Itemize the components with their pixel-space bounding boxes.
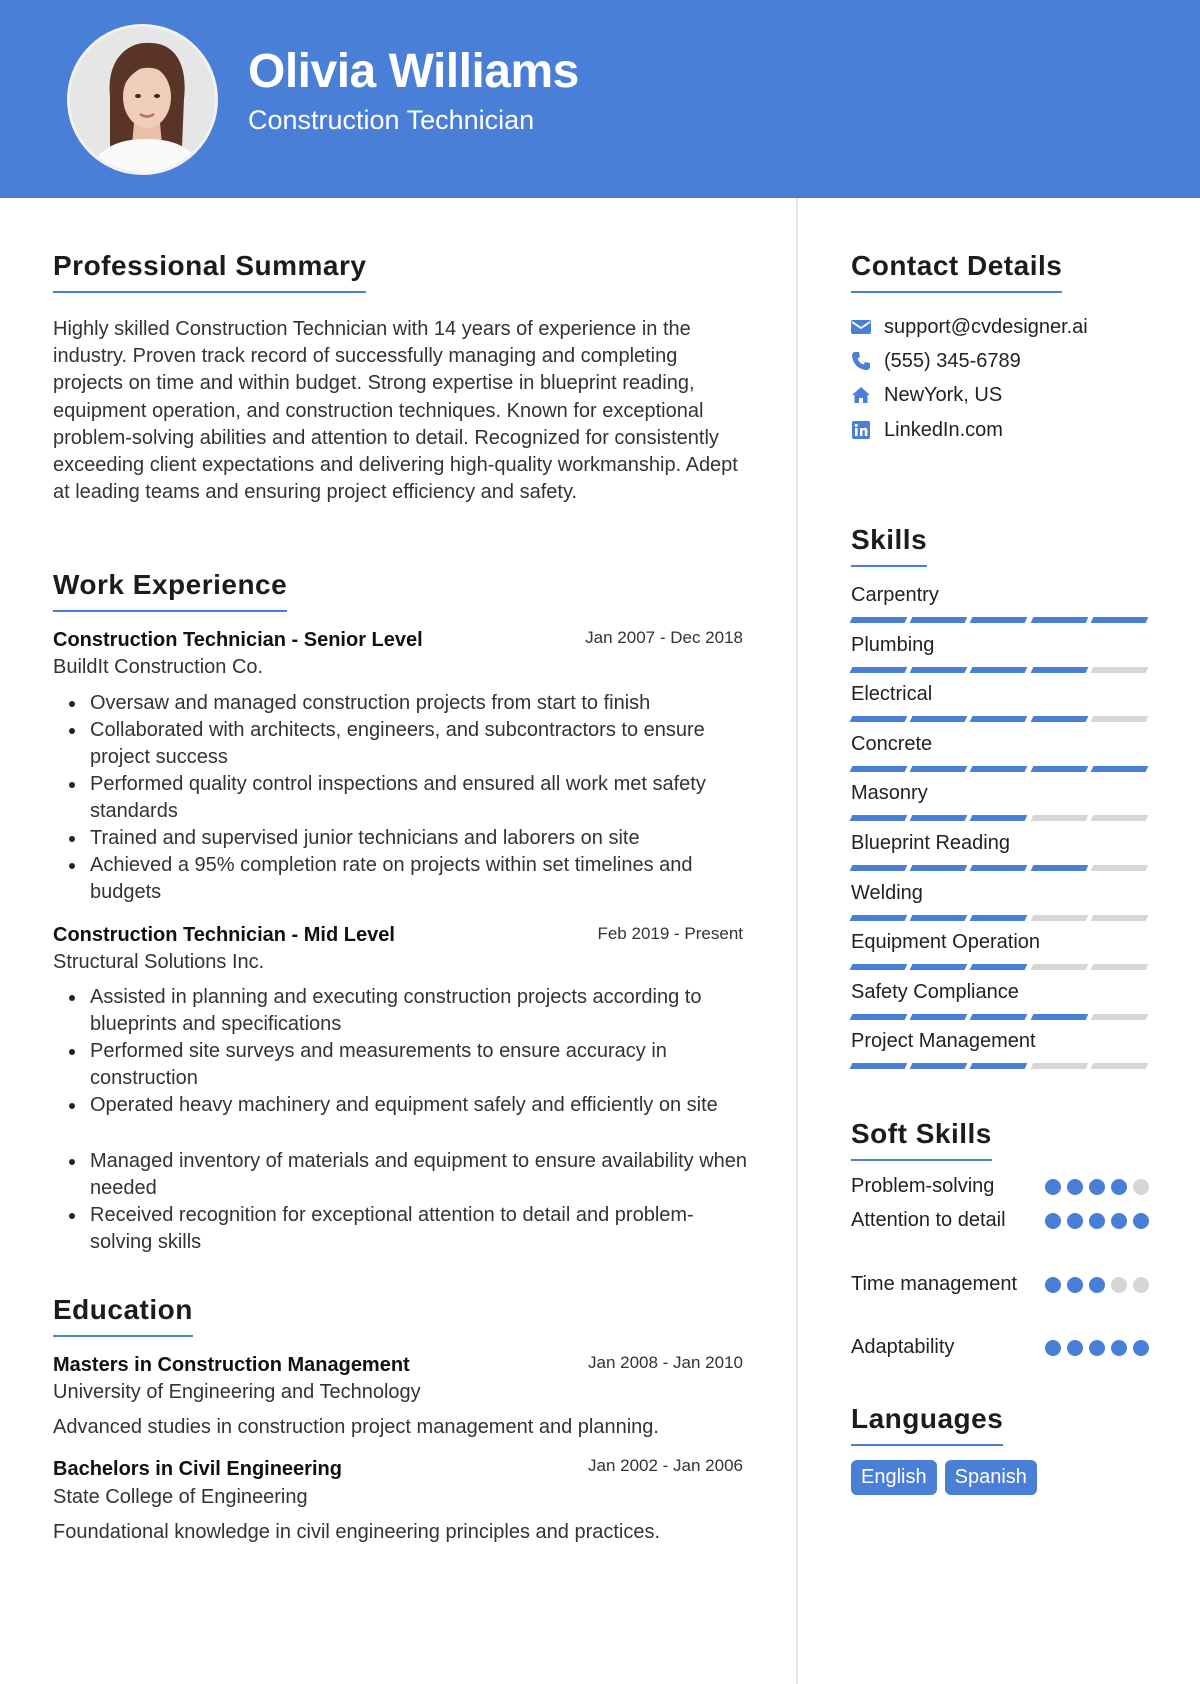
language-pill: Spanish (945, 1460, 1037, 1495)
skill-level-segment (850, 915, 908, 921)
skill-level-segment (910, 716, 968, 722)
job-dates: Feb 2019 - Present (597, 924, 743, 943)
soft-skill-label: Problem-solving (851, 1175, 995, 1197)
bullet-item: Collaborated with architects, engineers, and subcontractors to ensure project success (90, 717, 750, 771)
skill-level-segment (1090, 964, 1148, 970)
job-title: Construction Technician - Senior Level (53, 629, 423, 651)
phone-icon (850, 350, 872, 372)
rating-dot (1111, 1277, 1127, 1293)
skill-level-segment (910, 1063, 968, 1069)
soft-skill-rating (1045, 1179, 1149, 1195)
skill-label: Project Management (851, 1030, 1036, 1053)
skill-label: Concrete (851, 732, 933, 755)
skill-level-bar (851, 915, 1147, 921)
skill-level-segment (850, 1014, 908, 1020)
rating-dot (1067, 1277, 1083, 1293)
soft-skill-label: Adaptability (851, 1336, 955, 1358)
skill-level-segment (1090, 915, 1148, 921)
soft-skill-rating (1045, 1340, 1149, 1356)
job-company: Structural Solutions Inc. (53, 951, 265, 973)
skill-level-segment (1030, 766, 1088, 772)
skill-level-bar (851, 1014, 1147, 1020)
rating-dot (1067, 1340, 1083, 1356)
job-bullets (90, 1148, 750, 1256)
rating-dot (1111, 1213, 1127, 1229)
contact-phone-text: (555) 345-6789 (884, 349, 1021, 372)
section-heading-experience: Work Experience (53, 569, 287, 612)
skill-level-segment (850, 667, 908, 673)
rating-dot (1067, 1179, 1083, 1195)
bullet-item: Managed inventory of materials and equipment to ensure availability when needed (90, 1148, 750, 1202)
skill-level-segment (970, 766, 1028, 772)
skill-level-segment (970, 667, 1028, 673)
rating-dot (1111, 1340, 1127, 1356)
job-bullets (90, 690, 750, 906)
skill-level-bar (851, 865, 1147, 871)
skill-level-segment (1030, 1063, 1088, 1069)
section-heading-skills: Skills (851, 524, 927, 567)
edu-school: State College of Engineering (53, 1486, 308, 1508)
soft-skill-rating (1045, 1277, 1149, 1293)
bullet-item: Performed site surveys and measurements to ensure accuracy in construction (90, 1038, 750, 1092)
skill-level-segment (970, 815, 1028, 821)
skill-label: Safety Compliance (851, 980, 1019, 1003)
skill-level-segment (910, 915, 968, 921)
skill-level-bar (851, 617, 1147, 623)
header-banner (0, 0, 1200, 198)
skill-level-segment (1090, 815, 1148, 821)
skill-level-segment (970, 1014, 1028, 1020)
job-title: Construction Technician - Mid Level (53, 924, 395, 946)
rating-dot (1067, 1213, 1083, 1229)
skill-level-bar (851, 1063, 1147, 1069)
skill-level-bar (851, 766, 1147, 772)
bullet-item: Assisted in planning and executing construction projects according to blueprints and specifications (90, 984, 750, 1038)
bullet-item: Achieved a 95% completion rate on projects within set timelines and budgets (90, 852, 750, 906)
skill-level-segment (850, 865, 908, 871)
skill-level-segment (1030, 964, 1088, 970)
soft-skill-label: Attention to detail (851, 1209, 1006, 1231)
skill-level-segment (910, 617, 968, 623)
skill-label: Blueprint Reading (851, 832, 1010, 854)
rating-dot (1045, 1277, 1061, 1293)
skill-level-segment (1090, 1063, 1148, 1069)
edu-description: Advanced studies in construction project management and planning. (53, 1416, 659, 1438)
job-company: BuildIt Construction Co. (53, 656, 264, 678)
contact-location (850, 381, 1003, 409)
skill-level-bar (851, 716, 1147, 722)
skill-level-segment (1090, 766, 1148, 772)
soft-skill-rating (1045, 1213, 1149, 1229)
bullet-item: Performed quality control inspections and ensured all work met safety standards (90, 771, 750, 825)
skill-level-segment (910, 964, 968, 970)
rating-dot (1133, 1213, 1149, 1229)
skill-level-segment (1030, 716, 1088, 722)
skill-level-segment (850, 815, 908, 821)
section-heading-summary: Professional Summary (53, 250, 366, 293)
skill-level-segment (970, 617, 1028, 623)
edu-dates: Jan 2008 - Jan 2010 (587, 1353, 743, 1372)
edu-school: University of Engineering and Technology (53, 1381, 421, 1403)
skill-level-segment (1090, 1014, 1148, 1020)
skill-level-segment (1030, 667, 1088, 673)
skill-level-segment (910, 1014, 968, 1020)
rating-dot (1045, 1179, 1061, 1195)
envelope-icon (850, 316, 872, 338)
rating-dot (1089, 1277, 1105, 1293)
contact-location-text: NewYork, US (884, 383, 1003, 406)
skill-label: Carpentry (851, 584, 939, 606)
skill-level-segment (850, 766, 908, 772)
skill-level-segment (910, 815, 968, 821)
linkedin-icon (850, 419, 872, 441)
skill-level-bar (851, 815, 1147, 821)
rating-dot (1045, 1340, 1061, 1356)
bullet-item: Trained and supervised junior technicians and laborers on site (90, 825, 750, 852)
edu-description: Foundational knowledge in civil engineering principles and practices. (53, 1521, 661, 1543)
job-bullets (90, 984, 750, 1119)
skill-level-bar (851, 667, 1147, 673)
languages-list (851, 1460, 1037, 1495)
rating-dot (1133, 1340, 1149, 1356)
edu-degree: Bachelors in Civil Engineering (53, 1458, 342, 1480)
skill-level-segment (1090, 617, 1148, 623)
skill-label: Plumbing (851, 633, 935, 656)
skill-level-segment (970, 1063, 1028, 1069)
candidate-name: Olivia Williams (248, 45, 579, 98)
rating-dot (1133, 1179, 1149, 1195)
rating-dot (1089, 1340, 1105, 1356)
skill-label: Equipment Operation (851, 931, 1041, 954)
skill-level-segment (1030, 617, 1088, 623)
skill-label: Electrical (851, 683, 933, 706)
section-heading-contact: Contact Details (851, 250, 1062, 293)
skill-level-segment (970, 716, 1028, 722)
home-icon (850, 384, 872, 406)
column-divider (796, 198, 798, 1684)
skill-level-segment (1030, 915, 1088, 921)
avatar (67, 24, 218, 175)
contact-email-text: support@cvdesigner.ai (884, 315, 1088, 338)
skill-level-segment (850, 1063, 908, 1069)
skill-level-segment (910, 667, 968, 673)
skill-level-bar (851, 964, 1147, 970)
skill-level-segment (910, 766, 968, 772)
rating-dot (1089, 1179, 1105, 1195)
skill-level-segment (1030, 865, 1088, 871)
bullet-item: Received recognition for exceptional attention to detail and problem-solving skills (90, 1202, 750, 1256)
contact-email[interactable] (850, 313, 1088, 341)
skill-label: Welding (851, 881, 923, 904)
skill-level-segment (850, 716, 908, 722)
contact-linkedin[interactable] (850, 416, 1003, 444)
skill-label: Masonry (851, 782, 928, 805)
skill-level-segment (970, 915, 1028, 921)
bullet-item: Operated heavy machinery and equipment safely and efficiently on site (90, 1092, 750, 1119)
skill-level-segment (1090, 716, 1148, 722)
section-heading-soft-skills: Soft Skills (851, 1118, 992, 1161)
skill-level-segment (910, 865, 968, 871)
section-heading-languages: Languages (851, 1403, 1003, 1446)
language-pill: English (851, 1460, 937, 1495)
job-dates: Jan 2007 - Dec 2018 (585, 628, 743, 647)
bullet-item: Oversaw and managed construction projects from start to finish (90, 690, 750, 717)
contact-linkedin-text: LinkedIn.com (884, 418, 1003, 441)
edu-degree: Masters in Construction Management (53, 1354, 410, 1376)
skill-level-segment (970, 865, 1028, 871)
section-heading-education: Education (53, 1294, 193, 1337)
edu-dates: Jan 2002 - Jan 2006 (587, 1456, 743, 1475)
skill-level-segment (1090, 667, 1148, 673)
skill-level-segment (970, 964, 1028, 970)
rating-dot (1045, 1213, 1061, 1229)
skill-level-segment (1090, 865, 1148, 871)
skill-level-segment (850, 964, 908, 970)
skill-level-segment (1030, 815, 1088, 821)
skill-level-segment (850, 617, 908, 623)
soft-skill-label: Time management (851, 1273, 1017, 1295)
candidate-title: Construction Technician (248, 105, 535, 135)
contact-phone[interactable] (850, 347, 1021, 375)
rating-dot (1111, 1179, 1127, 1195)
summary-text: Highly skilled Construction Technician with 14 years of experience in the industry. Proven track record of successfully managing and completing projects on time and within budget. Strong expertise in blueprint reading, equipment operation, and construction techniques. Known for exceptional problem-solving abilities and attention to detail. Recognized for consistently exceeding client expectations and delivering high-quality workmanship. Adept at leading teams and ensuring project efficiency and safety. (53, 318, 738, 504)
rating-dot (1133, 1277, 1149, 1293)
rating-dot (1089, 1213, 1105, 1229)
skill-level-segment (1030, 1014, 1088, 1020)
